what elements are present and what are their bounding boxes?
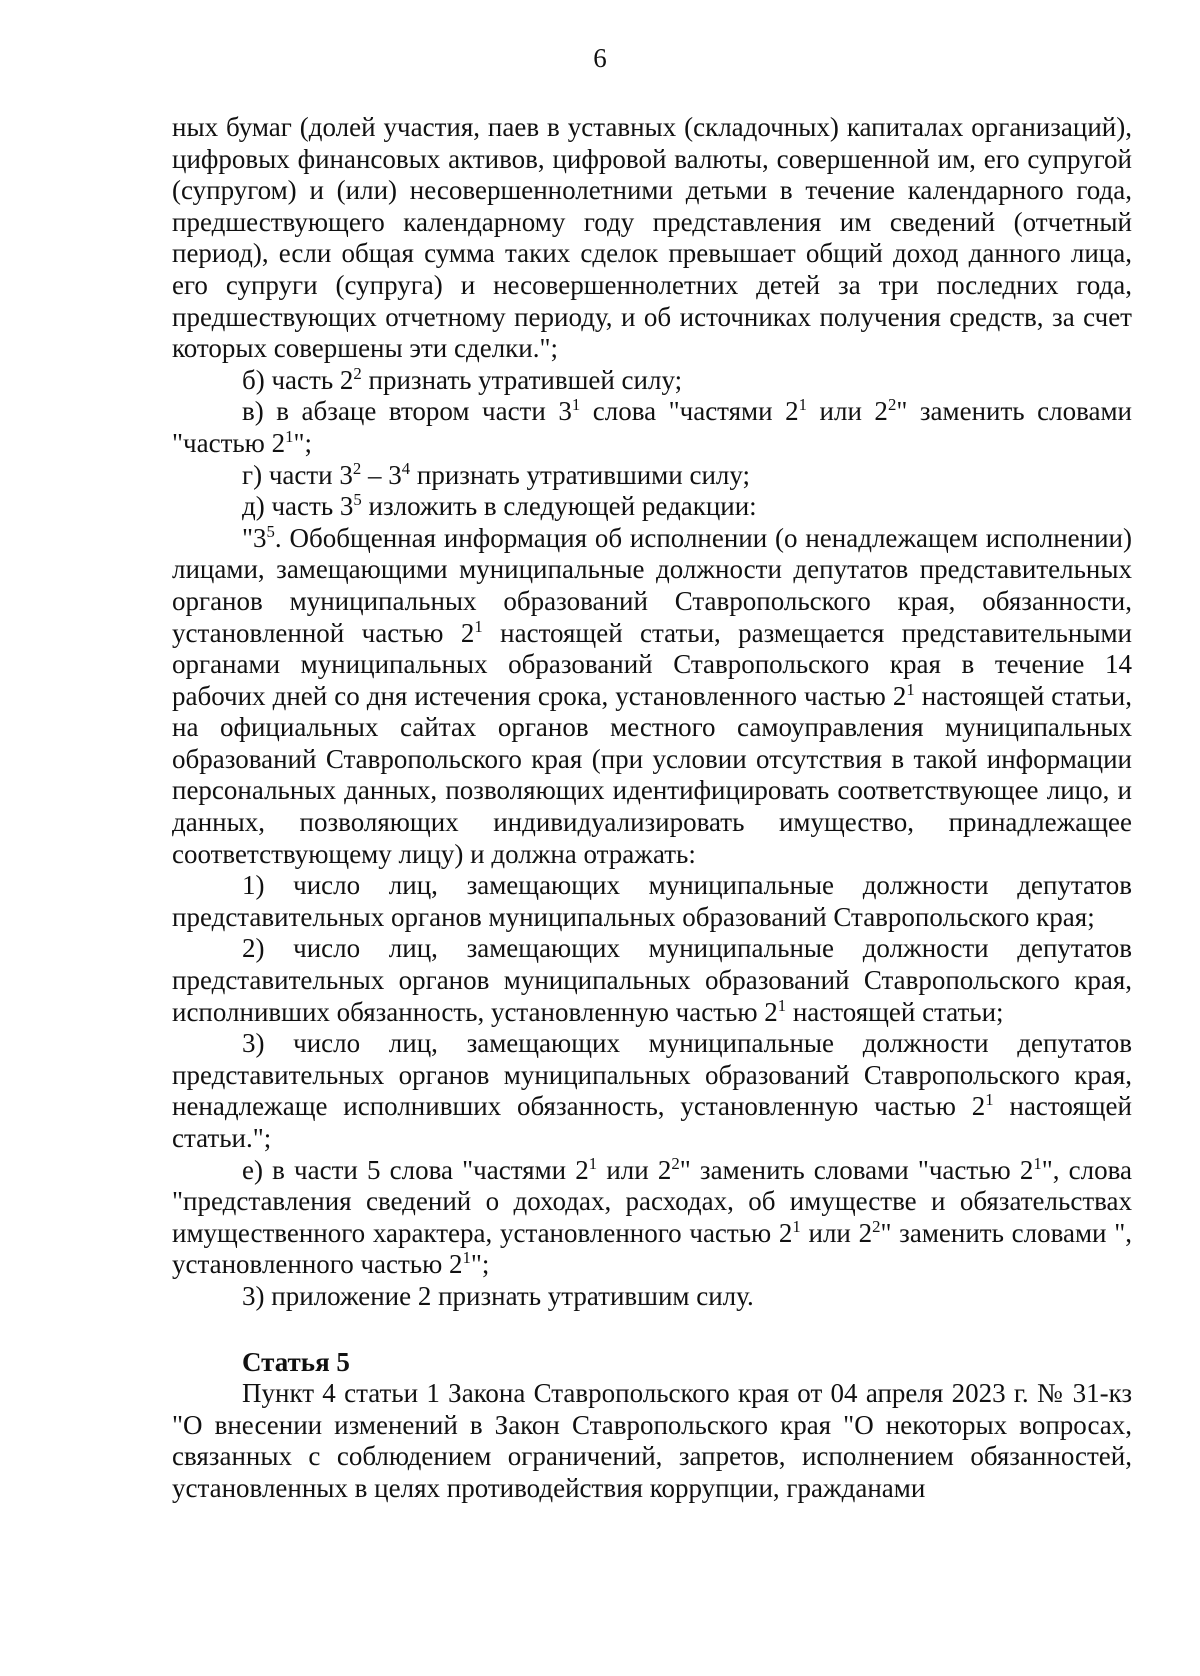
superscript: 2 [671,1153,680,1173]
document-body [172,112,1132,1505]
superscript: 1 [777,995,787,1015]
text-run: изложить в следующей редакции: [361,491,757,522]
text-run: настоящей статьи."; [172,1091,1132,1153]
superscript: 1 [792,1216,801,1236]
text-run: 3) число лиц, замещающих муниципальные должности депутатов представительных органов муниципальных образований Ставропольского края, ненадлежаще исполнивших обязанность, установленную частью 2 [172,1028,1132,1122]
text-run: или 2 [800,1217,873,1248]
paragraph [172,365,1132,397]
superscript: 2 [353,363,362,383]
paragraph [172,523,1132,871]
superscript: 2 [352,458,362,478]
superscript: 2 [872,1216,881,1236]
text-run: или 2 [597,1154,672,1185]
text-run: " заменить словами "частью 2 [172,396,1132,458]
paragraph [172,933,1132,1028]
text-run: настоящей статьи, на официальных сайтах органов местного самоуправления муниципальных образований Ставропольского края (при условии отсутствия в такой информации персональных данных, позволяющих идентифицировать соответствующее лицо, и данных, позволяющих индивидуализировать имущество, принадлежащее соответствующему лицу) и должна отражать: [172,680,1133,869]
text-run: 2) число лиц, замещающих муниципальные должности депутатов представительных органов муниципальных образований Ставропольского края, исполнивших обязанность, установленную частью 2 [172,933,1132,1027]
text-run: "3 [242,522,267,553]
text-run: настоящей статьи; [786,996,1004,1027]
text-run: признать утратившими силу; [410,459,751,490]
text-run: . Обобщенная информация об исполнении (о ненадлежащем исполнении) лицами, замещающими муниципальные должности депутатов представительных органов муниципальных образований Ставропольского края, обязанности, установленной частью 2 [172,522,1132,648]
superscript: 1 [571,395,581,415]
superscript: 4 [401,458,411,478]
text-run: "; [293,427,313,458]
text-run: Пункт 4 статьи 1 Закона Ставропольского края от 04 апреля 2023 г. № 31-кз "О внесении изменений в Закон Ставропольского края "О некоторых вопросах, связанных с соблюдением ограничений, запретов, исполнением обязанностей, установленных в целях противодействия коррупции, гражданами [172,1378,1132,1503]
superscript: 1 [474,616,483,636]
text-run: " заменить словами ", установленного частью 2 [172,1217,1132,1280]
superscript: 1 [285,426,294,446]
text-run: – 3 [361,459,402,490]
paragraph [172,1378,1132,1504]
superscript: 1 [1033,1153,1042,1173]
text-run: 3) приложение 2 признать утратившим силу. [242,1280,754,1311]
text-run: "; [470,1249,490,1280]
text-run: в) в абзаце втором части 3 [242,396,572,427]
text-run: б) часть 2 [242,364,354,395]
page-number: 6 [593,43,607,73]
text-run: д) часть 3 [242,491,354,522]
text-run: Статья 5 [242,1346,350,1377]
superscript: 1 [906,679,915,699]
paragraph [172,870,1132,933]
paragraph [172,112,1132,365]
text-run: ных бумаг (долей участия, паев в уставных (складочных) капиталах организаций), цифровых финансовых активов, цифровой валюты, совершенной им, его супругой (супругом) и (или) несовершеннолетними детьми в течение календарного года, предшествующего календарному году представления им сведений (отчетный период), если общая сумма таких сделок превышает общий доход данного лица, его супруги (супруга) и несовершеннолетних детей за три последних года, предшествующих отчетному периоду, и об источниках получения средств, за счет которых совершены эти сделки."; [172,112,1132,364]
text-run: " заменить словами "частью 2 [679,1154,1034,1185]
paragraph [172,1028,1132,1154]
paragraph [172,1281,1132,1313]
superscript: 1 [985,1090,994,1110]
text-run: признать утратившей силу; [361,364,683,395]
text-run: е) в части 5 слова "частями 2 [242,1154,589,1185]
superscript: 5 [353,490,362,510]
article-heading [172,1347,1132,1379]
paragraph [172,491,1132,523]
text-run: или 2 [807,396,888,427]
text-run: настоящей статьи, размещается представительными органами муниципальных образований Ставропольского края в течение 14 рабочих дней со дня истечения срока, установленного частью 2 [172,617,1132,711]
text-run: слова "частями 2 [580,396,799,427]
superscript: 1 [462,1248,471,1268]
superscript: 1 [798,395,807,415]
text-run: г) части 3 [242,459,353,490]
paragraph [172,460,1132,492]
text-run: 1) число лиц, замещающих муниципальные должности депутатов представительных органов муниципальных образований Ставропольского края; [172,870,1132,932]
paragraph [172,1155,1132,1281]
superscript: 1 [588,1153,598,1173]
section-spacer [172,1313,1132,1347]
superscript: 2 [887,395,897,415]
superscript: 5 [266,521,275,541]
paragraph [172,396,1132,459]
text-run: ", слова "представления сведений о доходах, расходах, об имуществе и обязательствах имущественного характера, установленного частью 2 [172,1154,1132,1248]
